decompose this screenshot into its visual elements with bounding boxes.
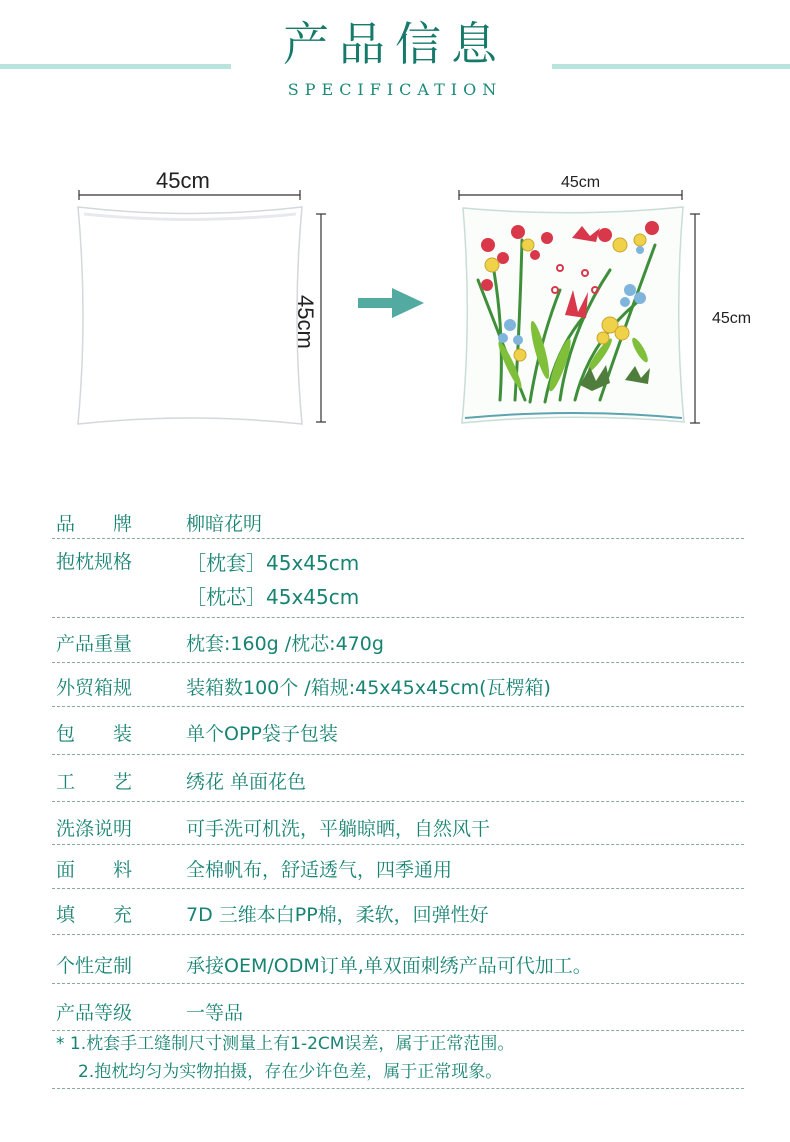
spec-row-washing — [52, 802, 744, 845]
spec-value: 一等品 — [186, 1002, 244, 1024]
spec-value: 枕套:160g /枕芯:470g — [186, 633, 384, 655]
spec-value: 绣花 单面花色 — [186, 771, 307, 793]
spec-row-size — [52, 539, 744, 618]
spec-label: 包 装 — [56, 723, 133, 745]
pillow-insert — [78, 207, 302, 424]
spec-value: 柳暗花明 — [186, 513, 263, 535]
spec-value: 装箱数100个 /箱规:45x45x45cm(瓦楞箱) — [186, 677, 551, 699]
spec-label: 填 充 — [56, 904, 133, 926]
spec-value: ［枕套］45x45cm — [186, 551, 360, 575]
spec-row-carton — [52, 663, 744, 707]
cover-height-label: 45cm — [712, 310, 752, 327]
spec-label: 洗涤说明 — [56, 818, 133, 840]
arrow-icon — [358, 288, 424, 318]
spec-value-2: ［枕芯］45x45cm — [186, 585, 360, 609]
spec-value: 全棉帆布，舒适透气，四季通用 — [186, 859, 453, 881]
spec-value: 承接OEM/ODM订单,单双面刺绣产品可代加工。 — [186, 955, 592, 977]
spec-value: 可手洗可机洗，平躺晾晒，自然风干 — [186, 818, 491, 840]
spec-label: 产品等级 — [56, 1002, 133, 1024]
spec-row-custom — [52, 935, 744, 984]
spec-row-packaging — [52, 707, 744, 755]
notes — [56, 1030, 514, 1086]
spec-row-weight — [52, 618, 744, 663]
spec-row-brand — [52, 500, 744, 539]
spec-row-fabric — [52, 845, 744, 889]
insert-height-label: 45cm — [293, 295, 318, 349]
pillow-cover — [462, 207, 684, 423]
spec-row-craft — [52, 755, 744, 802]
spec-label: 外贸箱规 — [56, 677, 133, 699]
spec-label: 抱枕规格 — [56, 551, 133, 573]
note-1: * 1.枕套手工缝制尺寸测量上有1-2CM误差，属于正常范围。 — [56, 1034, 515, 1054]
spec-value: 7D 三维本白PP棉，柔软，回弹性好 — [186, 904, 489, 926]
note-2: 2.抱枕均匀为实物拍摄，存在少许色差，属于正常现象。 — [78, 1062, 503, 1082]
page-title: 产品信息 — [283, 17, 507, 71]
insert-width-label: 45cm — [156, 168, 210, 193]
spec-label: 面 料 — [56, 859, 133, 881]
spec-table — [52, 500, 744, 1031]
spec-label: 品 牌 — [56, 513, 133, 535]
spec-label: 个性定制 — [56, 955, 133, 977]
product-illustration — [0, 150, 790, 440]
cover-width-label: 45cm — [561, 174, 601, 191]
spec-row-filling — [52, 889, 744, 935]
notes-divider — [52, 1088, 744, 1089]
page-subtitle: SPECIFICATION — [287, 80, 503, 99]
cover-height-line — [690, 214, 700, 423]
spec-label: 工 艺 — [56, 771, 133, 793]
spec-label: 产品重量 — [56, 633, 133, 655]
spec-row-grade — [52, 984, 744, 1031]
spec-value: 单个OPP袋子包装 — [186, 723, 338, 745]
